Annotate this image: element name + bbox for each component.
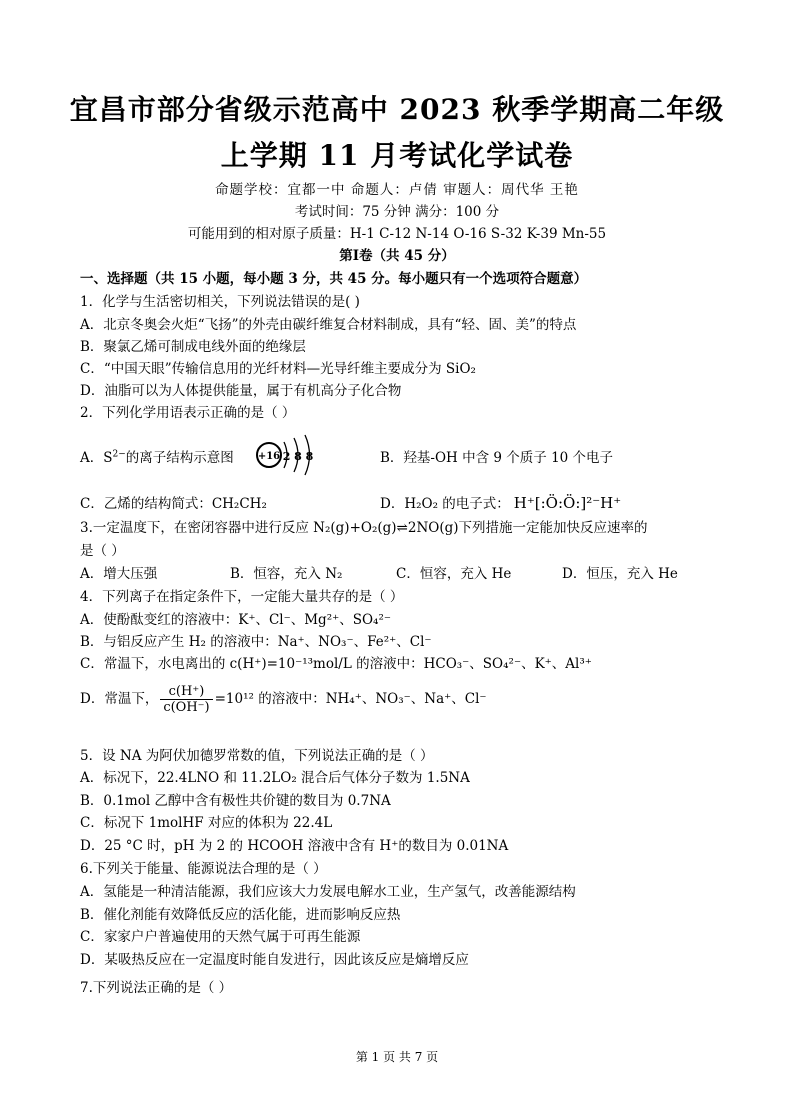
q6-stem: 6.下列关于能量、能源说法合理的是（ ） [80, 861, 327, 877]
concentration-fraction [160, 684, 212, 715]
q3-option-b: B．恒容，充入 N₂ [230, 566, 343, 582]
q4-d-prefix: D．常温下， [80, 691, 159, 707]
q2-a-superscript: 2− [112, 449, 126, 460]
q3-option-d: D．恒压，充入 He [562, 566, 678, 582]
exam-title-line2: 上学期 11 月考试化学试卷 [220, 139, 574, 172]
volume-title: 第Ⅰ卷（共 45 分） [339, 248, 455, 264]
q4-stem: 4．下列离子在指定条件下，一定能大量共存的是（ ） [80, 589, 404, 605]
q1-option-c: C．“中国天眼”传输信息用的光纤材料—光导纤维主要成分为 SiO₂ [80, 361, 476, 377]
q1-option-d: D．油脂可以为人体提供能量，属于有机高分子化合物 [80, 383, 402, 399]
q2-option-a [80, 446, 234, 466]
fraction-denominator: c(OH⁻) [163, 700, 210, 715]
exam-title-line1: 宜昌市部分省级示范高中 2023 秋季学期高二年级 [69, 93, 725, 126]
q6-option-c: C．家家户户普遍使用的天然气属于可再生能源 [80, 929, 361, 945]
h2o2-electron-formula: H⁺[:Ö:Ö:]²⁻H⁺ [513, 494, 622, 512]
q3-option-a: A．增大压强 [80, 566, 158, 582]
q5-option-a: A．标况下，22.4LNO 和 11.2LO₂ 混合后气体分子数为 1.5NA [80, 770, 470, 786]
fraction-numerator: c(H⁺) [160, 684, 212, 700]
q4-option-a: A．使酚酞变红的溶液中：K⁺、Cl⁻、Mg²⁺、SO₄²⁻ [80, 612, 392, 628]
q4-option-d [80, 684, 487, 715]
q1-stem: 1．化学与生活密切相关，下列说法错误的是( ) [80, 294, 360, 310]
q6-option-a: A．氢能是一种清洁能源，我们应该大力发展电解水工业，生产氢气，改善能源结构 [80, 884, 576, 900]
q2-option-d [380, 492, 621, 512]
q3-option-c: C．恒容，充入 He [396, 566, 512, 582]
q5-option-d: D．25 °C 时，pH 为 2 的 HCOOH 溶液中含有 H⁺的数目为 0.01NA [80, 838, 509, 854]
q2-d-prefix: D．H₂O₂ 的电子式： [380, 496, 510, 512]
nucleus-charge: +16 [257, 451, 281, 462]
shell-electrons: 2 8 8 [282, 450, 314, 463]
q3-options [80, 562, 678, 582]
q2-option-b: B．羟基-OH 中含 9 个质子 10 个电子 [380, 450, 614, 466]
q6-option-d: D．某吸热反应在一定温度时能自发进行，因此该反应是熵增反应 [80, 952, 469, 968]
atomic-masses-line: 可能用到的相对原子质量：H-1 C-12 N-14 O-16 S-32 K-39 Mn-55 [187, 226, 607, 242]
page-number: 第 1 页 共 7 页 [355, 1050, 439, 1064]
q1-option-a: A．北京冬奥会火炬“飞扬”的外壳由碳纤维复合材料制成，具有“轻、固、美”的特点 [80, 317, 577, 333]
q6-option-b: B．催化剂能有效降低反应的活化能，进而影响反应热 [80, 907, 401, 923]
q7-stem: 7.下列说法正确的是（ ） [80, 980, 233, 996]
q2-option-c: C．乙烯的结构简式：CH₂CH₂ [80, 496, 267, 512]
q1-option-b: B．聚氯乙烯可制成电线外面的绝缘层 [80, 339, 306, 355]
section-title: 一、选择题（共 15 小题，每小题 3 分，共 45 分。每小题只有一个选项符合题意） [80, 271, 588, 287]
q4-option-b: B．与铝反应产生 H₂ 的溶液中：Na⁺、NO₃⁻、Fe²⁺、Cl⁻ [80, 634, 432, 650]
q4-d-suffix: =10¹² 的溶液中：NH₄⁺、NO₃⁻、Na⁺、Cl⁻ [214, 691, 487, 707]
q5-stem: 5．设 NA 为阿伏加德罗常数的值，下列说法正确的是（ ） [80, 748, 434, 764]
q2-a-prefix: A．S [80, 450, 113, 466]
q2-a-suffix: 的离子结构示意图 [125, 450, 234, 466]
q3-stem-line1: 3.一定温度下，在密闭容器中进行反应 N₂(g)+O₂(g)⇌2NO(g)下列措施一定能加快反应速率的 [80, 520, 648, 536]
q4-option-c: C．常温下，水电离出的 c(H⁺)=10⁻¹³mol/L 的溶液中：HCO₃⁻、SO₄²⁻、K⁺、Al³⁺ [80, 656, 592, 672]
authors-line: 命题学校：宜都一中 命题人：卢倩 审题人：周代华 王艳 [215, 182, 579, 198]
exam-info-line: 考试时间：75 分钟 满分：100 分 [294, 204, 500, 220]
q2-stem: 2．下列化学用语表示正确的是（ ） [80, 405, 296, 421]
q5-option-c: C．标况下 1molHF 对应的体积为 22.4L [80, 815, 333, 831]
q5-option-b: B．0.1mol 乙醇中含有极性共价键的数目为 0.7NA [80, 793, 391, 809]
ion-structure-diagram [254, 432, 326, 480]
q3-stem-line2: 是（ ） [80, 543, 125, 559]
